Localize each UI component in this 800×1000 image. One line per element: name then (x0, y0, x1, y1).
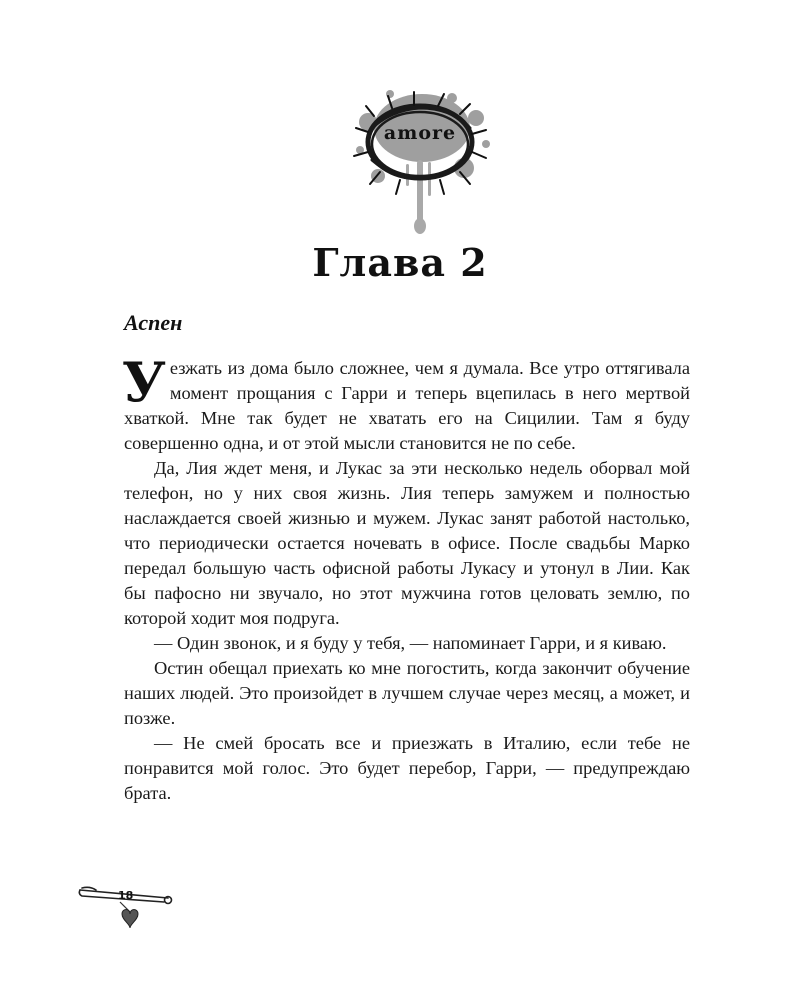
drop-cap: У (122, 350, 166, 414)
safety-pin-heart-icon (76, 878, 176, 938)
paragraph-text: езжать из дома было сложнее, чем я думала. Все утро оттягивала момент прощания с Гарри и теперь вцепилась в него мертвой хваткой. Мне так будет не хватать его на Сицилии. Там я буду совершенно одна, и от этой мысли становится не по себе. (124, 358, 690, 453)
paragraph: — Не смей бросать все и приезжать в Италию, если тебе не понравится мой голос. Это будет перебор, Гарри, — предупреждаю брата. (124, 733, 690, 803)
narrator-name: Аспен (124, 310, 183, 335)
chapter-body (122, 350, 690, 806)
chapter-emblem (340, 80, 500, 240)
chapter-title: Глава 2 (312, 240, 488, 285)
page-folio (76, 878, 176, 938)
emblem-word: amore (383, 122, 457, 144)
paragraph: Остин обещал приехать ко мне погостить, когда закончит обучение наших людей. Это произойдет в лучшем случае через месяц, а может, и позже. (124, 658, 690, 728)
paragraph (122, 350, 690, 456)
paragraph: — Один звонок, и я буду у тебя, — напоминает Гарри, и я киваю. (154, 633, 667, 653)
crown-of-thorns-icon (340, 80, 500, 240)
page-number: 18 (118, 889, 134, 902)
paragraph: Да, Лия ждет меня, и Лукас за эти несколько недель оборвал мой телефон, но у них своя жизнь. Лия теперь замужем и полностью наслаждается своей жизнью и мужем. Лукас занят работой настолько, что периодически остается ночевать в офисе. После свадьбы Марко передал большую часть офисной работы Лукасу и утонул в Лии. Как бы пафосно ни звучало, но этот мужчина готов целовать землю, по которой ходит моя подруга. (124, 458, 690, 628)
